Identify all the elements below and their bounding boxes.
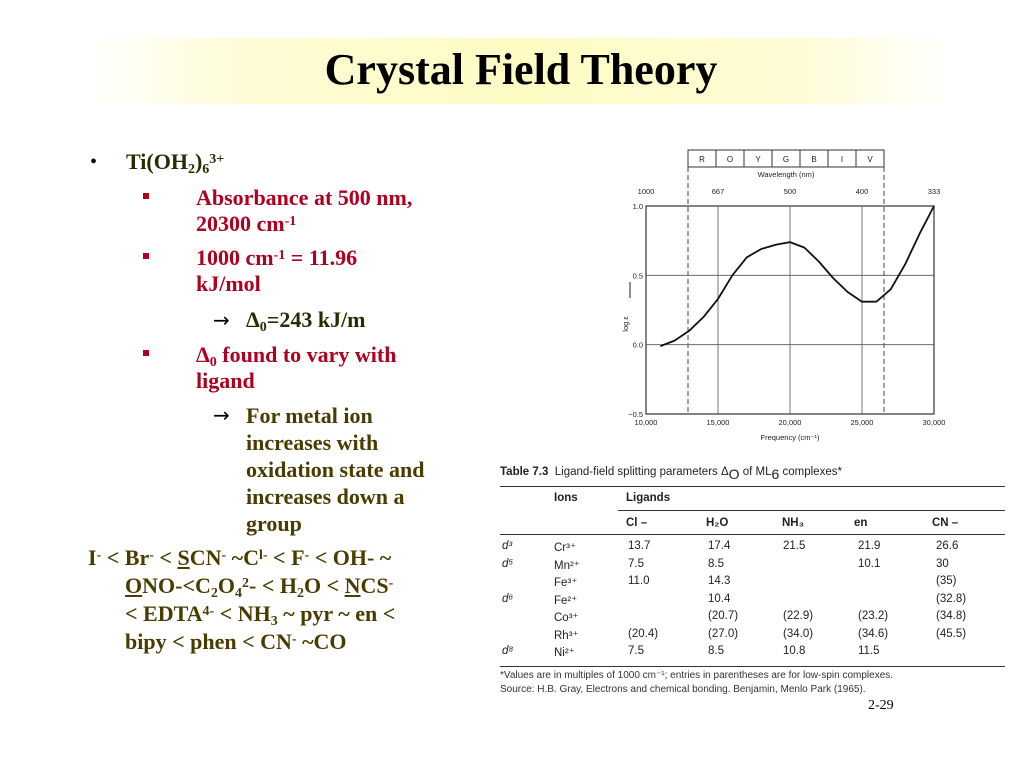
metal-ion: Ni²⁺ xyxy=(554,647,575,659)
table-source: Source: H.B. Gray, Electrons and chemical bonding. Benjamin, Menlo Park (1965). xyxy=(500,684,866,695)
series-part: bipy < phen < CN xyxy=(125,629,292,654)
formula-charge: 3+ xyxy=(209,152,225,167)
splitting-value: 14.3 xyxy=(708,575,731,587)
series-sup: - xyxy=(388,576,394,591)
metal-ion: Fe³⁺ xyxy=(554,577,578,589)
metal-line: group xyxy=(246,511,302,536)
conversion-a: 1000 cm xyxy=(196,245,274,270)
splitting-value: (34.6) xyxy=(858,627,889,640)
unit-exponent: -1 xyxy=(273,248,286,263)
formula-base: Ti(OH xyxy=(126,149,188,174)
vary-phrase: found to vary with xyxy=(216,342,397,367)
color-label: O xyxy=(726,155,734,164)
absorbance-text xyxy=(196,185,412,237)
wavelength-tick-label: 667 xyxy=(711,187,725,196)
series-underlined: O xyxy=(125,573,143,598)
metal-ion: Mn²⁺ xyxy=(554,559,580,572)
splitting-value: 10.4 xyxy=(708,592,731,605)
spectrochemical-series xyxy=(88,544,395,656)
metal-ion: Cr³⁺ xyxy=(554,542,577,554)
splitting-value: (23.2) xyxy=(858,610,889,622)
series-part: < xyxy=(153,545,178,570)
table-rule xyxy=(500,666,1005,667)
series-part: ~ pyr ~ en < xyxy=(277,601,396,626)
splitting-value: 17.4 xyxy=(708,540,731,552)
series-underlined: N xyxy=(344,573,361,598)
series-part: O < xyxy=(303,573,345,598)
series-part: ~CO xyxy=(296,629,347,654)
ligand-header: Cl – xyxy=(626,517,648,529)
series-sub: 2 xyxy=(296,586,304,601)
series-part: < Br xyxy=(101,545,150,570)
metal-ion: Co³⁺ xyxy=(554,612,579,624)
splitting-value: (35) xyxy=(936,575,957,587)
splitting-value: 10.1 xyxy=(858,557,881,570)
ligand-header: CN – xyxy=(932,517,959,529)
formula-sub: 6 xyxy=(202,162,210,177)
series-part: < EDTA xyxy=(125,601,203,626)
splitting-value: 26.6 xyxy=(936,540,959,552)
caption-sub: O xyxy=(728,466,740,482)
splitting-value: (20.4) xyxy=(628,627,659,640)
splitting-value: 8.5 xyxy=(708,645,724,657)
d-electron-count: d⁶ xyxy=(502,592,514,605)
absorbance-line2 xyxy=(196,211,412,237)
formula-paren: ) xyxy=(194,149,203,174)
ligand-header: H₂O xyxy=(706,517,729,529)
y-tick-label: 0.0 xyxy=(632,340,643,350)
absorption-spectrum-chart xyxy=(618,130,950,455)
caption-end: complexes* xyxy=(779,466,842,478)
series-line2 xyxy=(88,572,395,600)
splitting-value: (34.0) xyxy=(783,627,814,640)
d-electron-count: d³ xyxy=(502,540,513,552)
caption-sub: 6 xyxy=(771,466,780,482)
metal-ion-text xyxy=(246,402,424,537)
series-sub: 4 xyxy=(235,586,242,601)
conversion-line2: kJ/mol xyxy=(196,271,261,296)
table-rule xyxy=(500,486,1005,487)
wavelength-tick-label: 400 xyxy=(855,187,869,196)
splitting-value: 21.9 xyxy=(858,540,881,552)
caption-text: Ligand-field splitting parameters Δ xyxy=(554,466,729,478)
series-part: NO-<C xyxy=(142,573,211,598)
x-tick-label: 25,000 xyxy=(850,418,874,427)
series-sup: - xyxy=(291,632,297,647)
series-part: - < H xyxy=(249,573,297,598)
splitting-value: (22.9) xyxy=(783,610,814,622)
x-tick-label: 15,000 xyxy=(706,418,730,427)
conversion-b: = 11.96 xyxy=(285,245,358,270)
d-electron-count: d⁵ xyxy=(502,557,514,570)
metal-ion: Fe²⁺ xyxy=(554,594,578,607)
caption-of: of ML xyxy=(739,466,772,478)
y-axis-label: log ε xyxy=(621,316,630,332)
series-part: < NH xyxy=(214,601,271,626)
series-sup: - xyxy=(221,548,227,563)
arrow-right-icon: → xyxy=(213,308,230,332)
splitting-value: 7.5 xyxy=(628,557,644,570)
series-sup: 4- xyxy=(202,604,215,619)
y-tick-label: −0.5 xyxy=(628,410,643,419)
x-tick-label: 30,000 xyxy=(922,418,946,427)
delta-value-text xyxy=(246,307,366,333)
color-label: V xyxy=(867,155,873,164)
color-label: G xyxy=(782,155,790,164)
table-footnote: *Values are in multiples of 1000 cm⁻¹; entries in parentheses are for low-spin complexes. xyxy=(500,670,894,681)
table-rule xyxy=(618,510,1005,511)
splitting-value: 30 xyxy=(936,557,949,570)
conversion-line1 xyxy=(196,245,357,271)
absorbance-value: 20300 cm xyxy=(196,211,285,236)
wavelength-tick-label: 500 xyxy=(783,187,797,196)
splitting-value: 8.5 xyxy=(708,557,724,570)
ligand-header: NH₃ xyxy=(782,517,804,529)
vary-line2: ligand xyxy=(196,368,255,393)
metal-line: increases with xyxy=(246,430,379,455)
series-sub: 2 xyxy=(210,586,218,601)
wavelength-axis-label: Wavelength (nm) xyxy=(757,170,815,179)
wavelength-tick-label: 1000 xyxy=(637,187,655,196)
splitting-value: 10.8 xyxy=(783,645,806,657)
delta-subscript: 0 xyxy=(259,320,267,335)
series-sup: - xyxy=(304,548,310,563)
splitting-value: (32.8) xyxy=(936,592,967,605)
ligand-header: en xyxy=(854,517,868,529)
ligand-field-table xyxy=(500,466,1020,695)
header-ligands: Ligands xyxy=(626,492,671,504)
color-label: Y xyxy=(755,155,761,164)
conversion-text xyxy=(196,245,357,297)
vary-text xyxy=(196,342,396,394)
header-ions: Ions xyxy=(554,492,578,504)
x-tick-label: 20,000 xyxy=(778,418,802,427)
color-label: I xyxy=(840,155,844,164)
color-label: R xyxy=(699,155,705,164)
square-bullet-icon xyxy=(143,193,149,199)
formula-sub: 2 xyxy=(187,162,195,177)
slide-title: Crystal Field Theory xyxy=(324,45,718,94)
series-part: CS xyxy=(360,573,389,598)
delta-symbol: Δ xyxy=(196,342,210,367)
series-sub: 3 xyxy=(270,614,278,629)
arrow-right-icon: → xyxy=(213,403,230,427)
table-caption xyxy=(500,466,1020,482)
series-sup: l- xyxy=(258,548,268,563)
splitting-value: (20.7) xyxy=(708,610,739,622)
series-part: ~C xyxy=(226,545,259,570)
splitting-value: 7.5 xyxy=(628,645,644,657)
delta-subscript: 0 xyxy=(209,355,217,370)
series-line3 xyxy=(88,600,395,628)
unit-exponent: -1 xyxy=(284,214,297,229)
metal-line: increases down a xyxy=(246,484,405,509)
splitting-value: (34.8) xyxy=(936,610,967,622)
splitting-value: 13.7 xyxy=(628,540,651,552)
metal-ion: Rh³⁺ xyxy=(554,629,579,642)
series-line4 xyxy=(88,628,395,656)
square-bullet-icon xyxy=(143,253,149,259)
page-number: 2-29 xyxy=(868,698,894,713)
series-part: I xyxy=(88,545,97,570)
series-line1 xyxy=(88,544,395,572)
splitting-value: 11.0 xyxy=(628,575,650,587)
series-underlined: S xyxy=(177,545,190,570)
series-part: O xyxy=(217,573,235,598)
square-bullet-icon xyxy=(143,350,149,356)
title-banner xyxy=(86,38,956,104)
x-axis-label: Frequency (cm⁻¹) xyxy=(760,433,820,442)
delta-symbol: Δ xyxy=(246,307,260,332)
table-label: Table 7.3 xyxy=(500,466,549,478)
color-label: B xyxy=(811,155,817,164)
table-rule xyxy=(500,534,1005,535)
d-electron-count: d⁸ xyxy=(502,645,514,657)
y-tick-label: 0.5 xyxy=(632,271,643,281)
metal-line: For metal ion xyxy=(246,403,373,428)
complex-formula xyxy=(126,149,224,175)
splitting-value: 21.5 xyxy=(783,540,806,552)
metal-line: oxidation state and xyxy=(246,457,425,482)
vary-line1 xyxy=(196,342,396,368)
series-part: < OH- ~ xyxy=(309,545,392,570)
series-sup: - xyxy=(96,548,102,563)
series-sup: - xyxy=(149,548,154,563)
wavelength-tick-label: 333 xyxy=(927,187,941,196)
series-sup: 2 xyxy=(242,576,249,591)
delta-value: =243 kJ/m xyxy=(266,307,366,332)
series-part: CN xyxy=(189,545,222,570)
absorbance-line1: Absorbance at 500 nm, xyxy=(196,185,413,210)
bullet-dot: • xyxy=(90,151,98,173)
x-tick-label: 10,000 xyxy=(634,418,658,427)
splitting-value: (45.5) xyxy=(936,627,967,640)
series-part: < F xyxy=(267,545,305,570)
splitting-value: 11.5 xyxy=(858,645,880,657)
absorption-curve xyxy=(660,206,934,346)
y-tick-label: 1.0 xyxy=(632,202,643,211)
splitting-value: (27.0) xyxy=(708,627,739,640)
